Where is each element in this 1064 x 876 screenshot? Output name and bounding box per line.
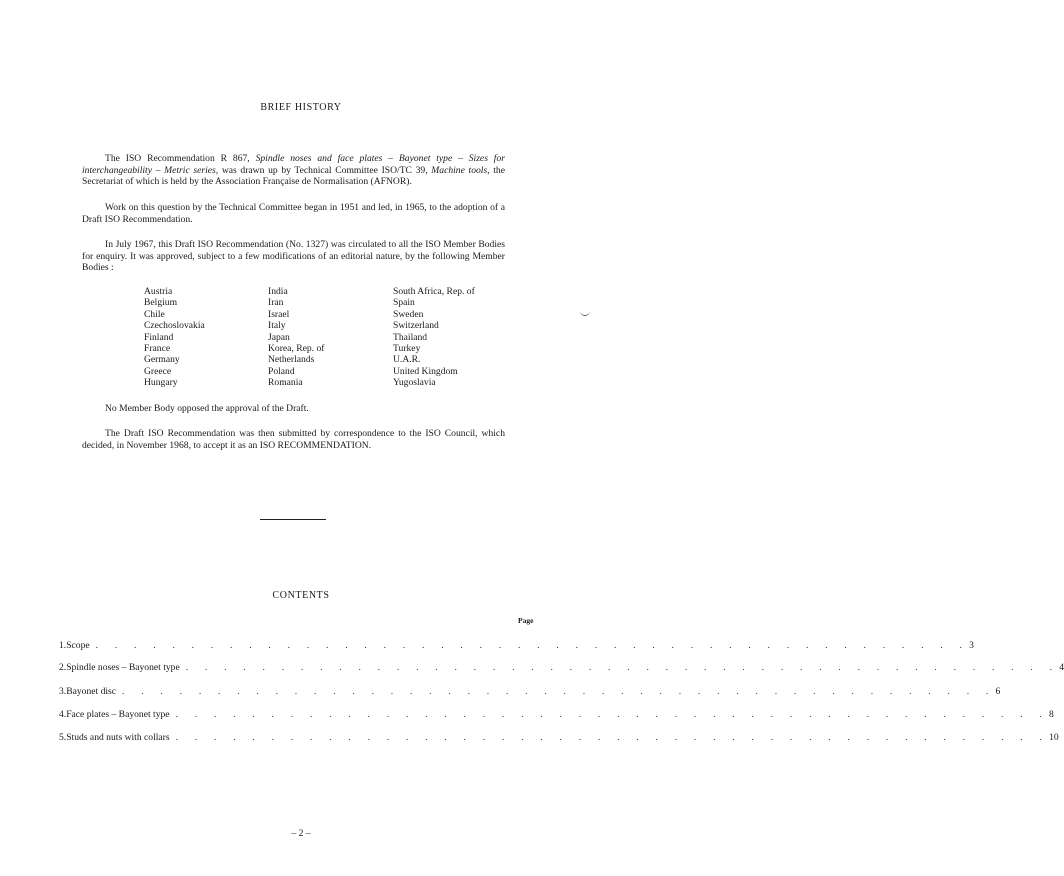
toc-entry[interactable] [59, 662, 1064, 676]
paragraph-4: No Member Body opposed the approval of the Draft. [105, 403, 309, 414]
member-column-2 [268, 286, 393, 389]
member-body: Czechoslovakia [144, 320, 205, 332]
toc-entry-title: Face plates – Bayonet type [66, 709, 170, 720]
p1-committee-italic: Machine tools, [431, 164, 490, 176]
member-body: Greece [144, 365, 172, 377]
toc-entry-title: Bayonet disc [66, 686, 117, 697]
toc-entry-title: Studs and nuts with collars [66, 732, 170, 743]
toc-entry-page: 8 [1049, 709, 1054, 720]
member-body: Netherlands [268, 354, 315, 366]
member-body: Sweden [393, 308, 424, 320]
page-column-label: Page [518, 616, 534, 625]
member-body: Hungary [144, 377, 178, 389]
page-number: – 2 – [291, 828, 311, 839]
member-body: Italy [268, 320, 286, 332]
toc-entry-page: 3 [969, 640, 974, 651]
scan-mark [580, 310, 590, 316]
toc-entry-page: 10 [1049, 732, 1059, 743]
member-bodies-list [144, 286, 513, 389]
member-body: France [144, 343, 171, 355]
member-body: Israel [268, 308, 290, 320]
paragraph-1 [82, 153, 505, 188]
member-body: Thailand [393, 331, 428, 343]
toc-entry-number: 2. [59, 662, 67, 673]
toc-entry-number: 1. [59, 640, 67, 651]
member-body: Chile [144, 308, 165, 320]
p1-text-a: The ISO Recommendation R 867, [105, 153, 256, 164]
toc-entry[interactable] [59, 640, 974, 654]
member-body: Turkey [393, 343, 421, 355]
member-body: Germany [144, 354, 180, 366]
paragraph-3: In July 1967, this Draft ISO Recommendation (No. 1327) was circulated to all the ISO Member Bodies for enquiry. It was approved, subject to a few modifications of an editorial nature, by the following Member Bodies : [82, 239, 505, 274]
member-body: Romania [268, 377, 303, 389]
toc-entry-page: 4 [1059, 662, 1064, 673]
member-body: South Africa, Rep. of [393, 286, 475, 297]
toc-leader-dots: . . . . . . . . . . . . . . . . . . . . . . . . . . . . . . . . . . . . . . . . . . . . . . [175, 732, 1050, 743]
toc-entry-number: 4. [59, 709, 67, 720]
contents-title: CONTENTS [272, 590, 330, 601]
toc-leader-dots: . . . . . . . . . . . . . . . . . . . . . . . . . . . . . . . . . . . . . . . . . . . . . . [185, 662, 1060, 673]
member-body: Spain [393, 297, 415, 309]
member-body: Iran [268, 297, 284, 309]
paragraph-2: Work on this question by the Technical Committee began in 1951 and led, in 1965, to the adoption of a Draft ISO Recommendation. [82, 202, 505, 225]
member-body: Yugoslavia [393, 377, 436, 389]
member-column-3 [393, 286, 513, 389]
toc-entry-number: 3. [59, 686, 67, 697]
member-body: Belgium [144, 297, 178, 309]
toc-entry-number: 5. [59, 732, 67, 743]
member-body: Poland [268, 365, 295, 377]
member-body: Finland [144, 331, 174, 343]
toc-entry[interactable] [59, 732, 1059, 746]
toc-leader-dots: . . . . . . . . . . . . . . . . . . . . . . . . . . . . . . . . . . . . . . . . . . . . . . [95, 640, 970, 651]
toc-entry-title: Scope [66, 640, 90, 651]
member-body: India [268, 286, 288, 297]
toc-leader-dots: . . . . . . . . . . . . . . . . . . . . . . . . . . . . . . . . . . . . . . . . . . . . . . [175, 709, 1050, 720]
p1-text-e: the Secretariat of which is held by the Association Française de Normalisation (AFNOR). [82, 164, 505, 188]
p1-text-c: was drawn up by Technical Committee ISO/TC 39, [218, 164, 432, 176]
toc-entry-title: Spindle noses – Bayonet type [66, 662, 180, 673]
member-body: Austria [144, 286, 173, 297]
member-body: Switzerland [393, 320, 439, 332]
section-divider [260, 519, 326, 520]
paragraph-5: The Draft ISO Recommendation was then submitted by correspondence to the ISO Council, which decided, in November 1968, to accept it as an ISO RECOMMENDATION. [82, 428, 505, 451]
toc-leader-dots: . . . . . . . . . . . . . . . . . . . . . . . . . . . . . . . . . . . . . . . . . . . . . . [122, 686, 996, 697]
member-body: Japan [268, 331, 290, 343]
toc-entry-page: 6 [995, 686, 1001, 697]
brief-history-title: BRIEF HISTORY [260, 102, 342, 113]
member-column-1 [144, 286, 268, 389]
member-body: United Kingdom [393, 365, 458, 377]
p1-title-italic: Spindle noses and face plates – Bayonet type – Sizes for interchangeability – Metric series, [82, 153, 505, 176]
toc-entry[interactable] [59, 709, 1054, 723]
member-body: Korea, Rep. of [268, 343, 325, 355]
member-body: U.A.R. [393, 354, 421, 366]
toc-entry[interactable] [59, 686, 1001, 700]
